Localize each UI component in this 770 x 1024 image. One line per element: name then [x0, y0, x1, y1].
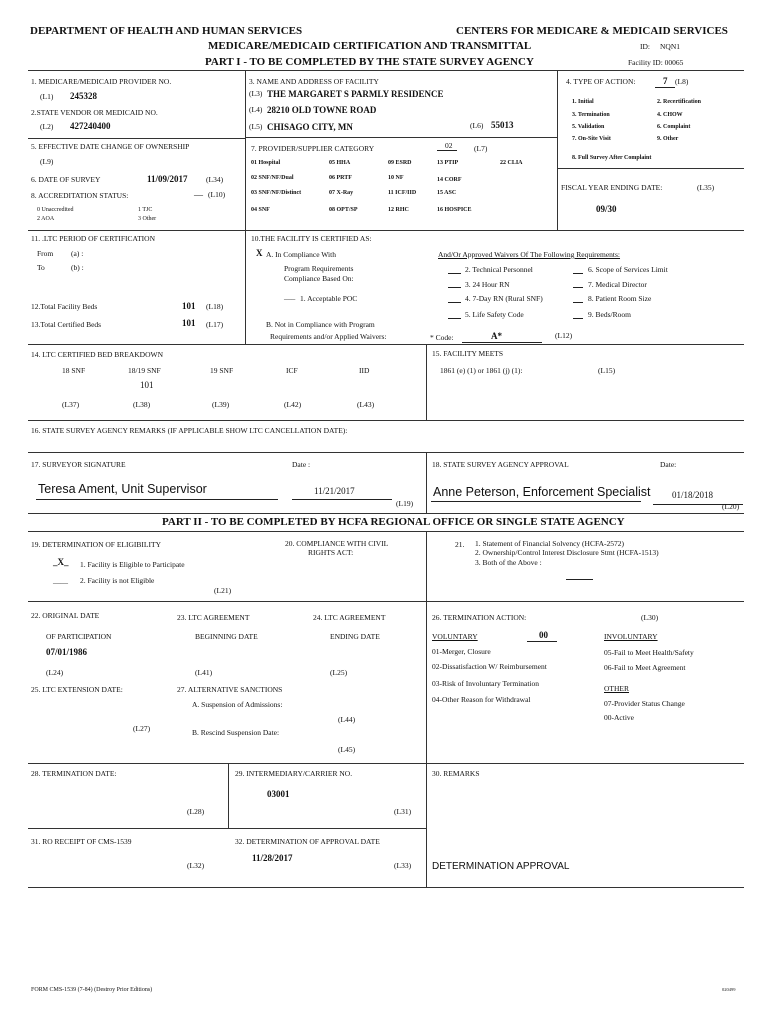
category-09: 09 ESRD	[388, 160, 412, 166]
ltc-from-a: (a) :	[71, 249, 84, 258]
intermediary-carrier-value: 03001	[267, 789, 290, 799]
id-label: ID:	[640, 42, 650, 51]
waiver-7: 7. Medical Director	[588, 280, 647, 289]
both-of-above: 3. Both of the Above :	[475, 558, 542, 567]
bed-19-snf: 19 SNF	[210, 366, 234, 375]
category-07: 07 X-Ray	[329, 190, 354, 196]
action-opt-6: 6. Complaint	[657, 124, 691, 130]
category-13: 13 PTIP	[437, 160, 459, 166]
not-in-compliance-label: B. Not in Compliance with Program	[266, 320, 375, 329]
beginning-date-label: BEGINNING DATE	[195, 632, 258, 641]
part-one-title: PART I - TO BE COMPLETED BY THE STATE SURVEY AGENCY	[205, 56, 534, 68]
surveyor-date-label: Date :	[292, 460, 311, 469]
l15-code: (L15)	[598, 366, 616, 375]
l39-code: (L39)	[212, 400, 230, 409]
l20-code: (L20)	[722, 502, 740, 511]
termination-action-label: 26. TERMINATION ACTION:	[432, 613, 527, 622]
voluntary-02: 02-Dissatisfaction W/ Reimbursement	[432, 662, 547, 671]
l35-code: (L35)	[697, 183, 715, 192]
waiver-5: 5. Life Safety Code	[465, 310, 524, 319]
l44-code: (L44)	[338, 715, 356, 724]
remarks-label: 16. STATE SURVEY AGENCY REMARKS (IF APPLICABLE SHOW LTC CANCELLATION DATE):	[31, 426, 348, 435]
agency-date: 01/18/2018	[672, 490, 714, 500]
intermediary-carrier-label: 29. INTERMEDIARY/CARRIER NO.	[235, 769, 353, 778]
l24-code: (L24)	[46, 668, 64, 677]
ltc-to-b: (b) :	[71, 263, 84, 272]
action-opt-8: 8. Full Survey After Complaint	[572, 155, 652, 161]
original-date-value: 07/01/1986	[46, 647, 88, 657]
eligible-option: 1. Facility is Eligible to Participate	[80, 560, 185, 569]
civil-rights-label: 20. COMPLIANCE WITH CIVIL	[285, 539, 389, 548]
code-value: A*	[491, 331, 502, 341]
provider-category-value: 02	[445, 141, 453, 150]
facility-address-label: 3. NAME AND ADDRESS OF FACILITY	[249, 77, 379, 86]
category-02: 02 SNF/NF/Dual	[251, 175, 294, 181]
id-value: NQN1	[660, 42, 680, 51]
category-05: 05 HHA	[329, 160, 351, 166]
category-04: 04 SNF	[251, 207, 270, 213]
category-01: 01 Hospital	[251, 160, 281, 166]
certified-as-label: 10.THE FACILITY IS CERTIFIED AS:	[251, 234, 372, 243]
of-participation-label: OF PARTICIPATION	[46, 632, 112, 641]
ownership-disclosure: 2. Ownership/Control Interest Disclosure Stmt (HCFA-1513)	[475, 548, 659, 557]
original-date-label: 22. ORIGINAL DATE	[31, 611, 100, 620]
fiscal-year-label: FISCAL YEAR ENDING DATE:	[561, 183, 663, 192]
waivers-label: And/Or Approved Waivers Of The Following Requirements:	[438, 250, 621, 259]
bed-iid: IID	[359, 366, 370, 375]
part-two-title: PART II - TO BE COMPLETED BY HCFA REGIONAL OFFICE OR SINGLE STATE AGENCY	[162, 516, 625, 528]
other-label: OTHER	[604, 684, 629, 693]
l18-code: (L18)	[206, 302, 224, 311]
facility-street: 28210 OLD TOWNE ROAD	[267, 105, 377, 115]
eligibility-label: 19. DETERMINATION OF ELIGIBILITY	[31, 540, 161, 549]
total-facility-beds-label: 12.Total Facility Beds	[31, 302, 98, 311]
bed-18-snf: 18 SNF	[62, 366, 86, 375]
l9-code: (L9)	[40, 157, 54, 166]
total-certified-beds-label: 13.Total Certified Beds	[31, 320, 102, 329]
ending-date-label: ENDING DATE	[330, 632, 380, 641]
section-21-label: 21.	[455, 540, 465, 549]
l38-code: (L38)	[133, 400, 151, 409]
compliance-based-on-label: Compliance Based On:	[284, 274, 354, 283]
compliance-mark: X	[256, 248, 263, 258]
category-11: 11 ICF/IID	[388, 190, 417, 196]
l6-code: (L6)	[470, 121, 484, 130]
department-title: DEPARTMENT OF HEALTH AND HUMAN SERVICES	[30, 25, 303, 37]
facility-id: Facility ID: 00065	[628, 58, 684, 67]
waiver-4: 4. 7-Day RN (Rural SNF)	[465, 294, 543, 303]
surveyor-date: 11/21/2017	[314, 486, 355, 496]
waiver-2: 2. Technical Personnel	[465, 265, 533, 274]
eligible-mark: _X_	[53, 557, 69, 567]
agency-title: CENTERS FOR MEDICARE & MEDICAID SERVICES	[456, 25, 728, 37]
date-of-survey-label: 6. DATE OF SURVEY	[31, 175, 101, 184]
action-opt-1: 1. Initial	[572, 99, 594, 105]
bed-18-19-snf-value: 101	[140, 380, 154, 390]
waiver-6: 6. Scope of Services Limit	[588, 265, 668, 274]
ro-receipt-label: 31. RO RECEIPT OF CMS-1539	[31, 837, 132, 846]
action-opt-2: 2. Recertification	[657, 99, 701, 105]
facility-zip: 55013	[491, 120, 514, 130]
change-ownership-label: 5. EFFECTIVE DATE CHANGE OF OWNERSHIP	[31, 142, 190, 151]
form-title: MEDICARE/MEDICAID CERTIFICATION AND TRANSMITTAL	[208, 40, 532, 52]
voluntary-value: 00	[539, 630, 548, 640]
ltc-extension-label: 25. LTC EXTENSION DATE:	[31, 685, 123, 694]
other-07: 07-Provider Status Change	[604, 699, 685, 708]
voluntary-01: 01-Merger, Closure	[432, 647, 491, 656]
suspension-admissions-label: A. Suspension of Admissions:	[192, 700, 283, 709]
alternative-sanctions-label: 27. ALTERNATIVE SANCTIONS	[177, 685, 283, 694]
program-requirements-label: Program Requirements	[284, 264, 354, 273]
ltc-period-label: 11. .LTC PERIOD OF CERTIFICATION	[31, 234, 156, 243]
l25-code: (L25)	[330, 668, 348, 677]
category-06: 06 PRTF	[329, 175, 352, 181]
category-08: 08 OPT/SP	[329, 207, 358, 213]
l10-code: (L10)	[208, 190, 226, 199]
approval-date-value: 11/28/2017	[252, 853, 293, 863]
accreditation-opt-0: 0 Unaccredited	[37, 207, 74, 213]
l21-code: (L21)	[214, 586, 232, 595]
facility-name: THE MARGARET S PARMLY RESIDENCE	[267, 89, 444, 99]
l41-code: (L41)	[195, 668, 213, 677]
vendor-no-value: 427240400	[70, 121, 111, 131]
voluntary-label: VOLUNTARY	[432, 632, 478, 641]
ltc-from-label: From	[37, 249, 54, 258]
voluntary-04: 04-Other Reason for Withdrawal	[432, 695, 531, 704]
agency-signature: Anne Peterson, Enforcement Specialist	[433, 485, 651, 499]
total-facility-beds-value: 101	[182, 301, 196, 311]
category-22: 22 CLIA	[500, 160, 523, 166]
action-opt-9: 9. Other	[657, 136, 679, 142]
termination-date-label: 28. TERMINATION DATE:	[31, 769, 117, 778]
facility-meets-text: 1861 (e) (1) or 1861 (j) (1):	[440, 366, 523, 375]
other-00: 00-Active	[604, 713, 634, 722]
provider-no-label: 1. MEDICARE/MEDICAID PROVIDER NO.	[31, 77, 172, 86]
type-of-action-value: 7	[663, 76, 668, 86]
requirements-waivers-label: Requirements and/or Applied Waivers:	[270, 332, 387, 341]
rescind-suspension-label: B. Rescind Suspension Date:	[192, 728, 280, 737]
ltc-to-label: To	[37, 263, 45, 272]
form-number: FORM CMS-1539 (7-84) (Destroy Prior Editions)	[31, 987, 153, 993]
l37-code: (L37)	[62, 400, 80, 409]
l7-code: (L7)	[474, 144, 488, 153]
bed-icf: ICF	[286, 366, 298, 375]
agency-date-label: Date:	[660, 460, 677, 469]
l1-code: (L1)	[40, 92, 54, 101]
l2-code: (L2)	[40, 122, 54, 131]
provider-no-value: 245328	[70, 91, 97, 101]
waiver-9: 9. Beds/Room	[588, 310, 631, 319]
type-of-action-label: 4. TYPE OF ACTION:	[566, 77, 636, 86]
category-10: 10 NF	[388, 175, 404, 181]
l43-code: (L43)	[357, 400, 375, 409]
accreditation-opt-2: 2 AOA	[37, 216, 55, 222]
l3-code: (L3)	[249, 89, 263, 98]
total-certified-beds-value: 101	[182, 318, 196, 328]
footer-code: 020499	[722, 987, 736, 992]
accreditation-opt-1: 1 TJC	[138, 207, 153, 213]
l42-code: (L42)	[284, 400, 302, 409]
involuntary-06: 06-Fail to Meet Agreement	[604, 663, 686, 672]
provider-category-label: 7. PROVIDER/SUPPLIER CATEGORY	[251, 144, 375, 153]
approval-date-label: 32. DETERMINATION OF APPROVAL DATE	[235, 837, 380, 846]
not-eligible-blank: ____	[53, 576, 68, 585]
l30-code: (L30)	[641, 613, 659, 622]
accreditation-value: __	[194, 187, 203, 197]
l27-code: (L27)	[133, 724, 151, 733]
facility-city: CHISAGO CITY, MN	[267, 122, 353, 132]
category-14: 14 CORF	[437, 177, 462, 183]
facility-meets-label: 15. FACILITY MEETS	[432, 349, 504, 358]
code-label: * Code:	[430, 333, 454, 342]
accreditation-opt-3: 3 Other	[138, 216, 157, 222]
l12-code: (L12)	[555, 331, 573, 340]
surveyor-signature-label: 17. SURVEYOR SIGNATURE	[31, 460, 126, 469]
l5-code: (L5)	[249, 122, 263, 131]
ltc-agreement-begin-label: 23. LTC AGREEMENT	[177, 613, 250, 622]
action-opt-7: 7. On-Site Visit	[572, 136, 611, 142]
bed-breakdown-label: 14. LTC CERTIFIED BED BREAKDOWN	[31, 350, 163, 359]
fiscal-year-value: 09/30	[596, 204, 617, 214]
poc-blank: ___	[284, 292, 296, 301]
waiver-8: 8. Patient Room Size	[588, 294, 652, 303]
involuntary-05: 05-Fail to Meet Health/Safety	[604, 648, 694, 657]
determination-approval: DETERMINATION APPROVAL	[432, 861, 570, 872]
bed-18-19-snf: 18/19 SNF	[128, 366, 161, 375]
waiver-3: 3. 24 Hour RN	[465, 280, 510, 289]
l33-code: (L33)	[394, 861, 412, 870]
surveyor-signature: Teresa Ament, Unit Supervisor	[38, 482, 207, 496]
ltc-agreement-end-label: 24. LTC AGREEMENT	[313, 613, 386, 622]
action-opt-5: 5. Validation	[572, 124, 605, 130]
involuntary-label: INVOLUNTARY	[604, 632, 658, 641]
category-12: 12 RHC	[388, 207, 409, 213]
l17-code: (L17)	[206, 320, 224, 329]
acceptable-poc-label: 1. Acceptable POC	[300, 294, 358, 303]
remarks-30-label: 30. REMARKS	[432, 769, 480, 778]
agency-approval-label: 18. STATE SURVEY AGENCY APPROVAL	[432, 460, 569, 469]
accreditation-label: 8. ACCREDITATION STATUS:	[31, 191, 129, 200]
l4-code: (L4)	[249, 105, 263, 114]
date-of-survey-value: 11/09/2017	[147, 174, 188, 184]
l19-code: (L19)	[396, 499, 414, 508]
l31-code: (L31)	[394, 807, 412, 816]
l34-code: (L34)	[206, 175, 224, 184]
vendor-no-label: 2.STATE VENDOR OR MEDICAID NO.	[31, 108, 158, 117]
action-opt-3: 3. Termination	[572, 112, 610, 118]
l32-code: (L32)	[187, 861, 205, 870]
in-compliance-label: A. In Compliance With	[266, 250, 336, 259]
category-03: 03 SNF/NF/Distinct	[251, 190, 302, 196]
l28-code: (L28)	[187, 807, 205, 816]
l8-code: (L8)	[675, 77, 689, 86]
financial-solvency: 1. Statement of Financial Solvency (HCFA-2572)	[475, 539, 625, 548]
category-15: 15 ASC	[437, 190, 457, 196]
l45-code: (L45)	[338, 745, 356, 754]
category-16: 16 HOSPICE	[437, 207, 472, 213]
civil-rights-label-2: RIGHTS ACT:	[308, 548, 354, 557]
voluntary-03: 03-Risk of Involuntary Termination	[432, 679, 540, 688]
not-eligible-option: 2. Facility is not Eligible	[80, 576, 155, 585]
action-opt-4: 4. CHOW	[657, 112, 683, 118]
